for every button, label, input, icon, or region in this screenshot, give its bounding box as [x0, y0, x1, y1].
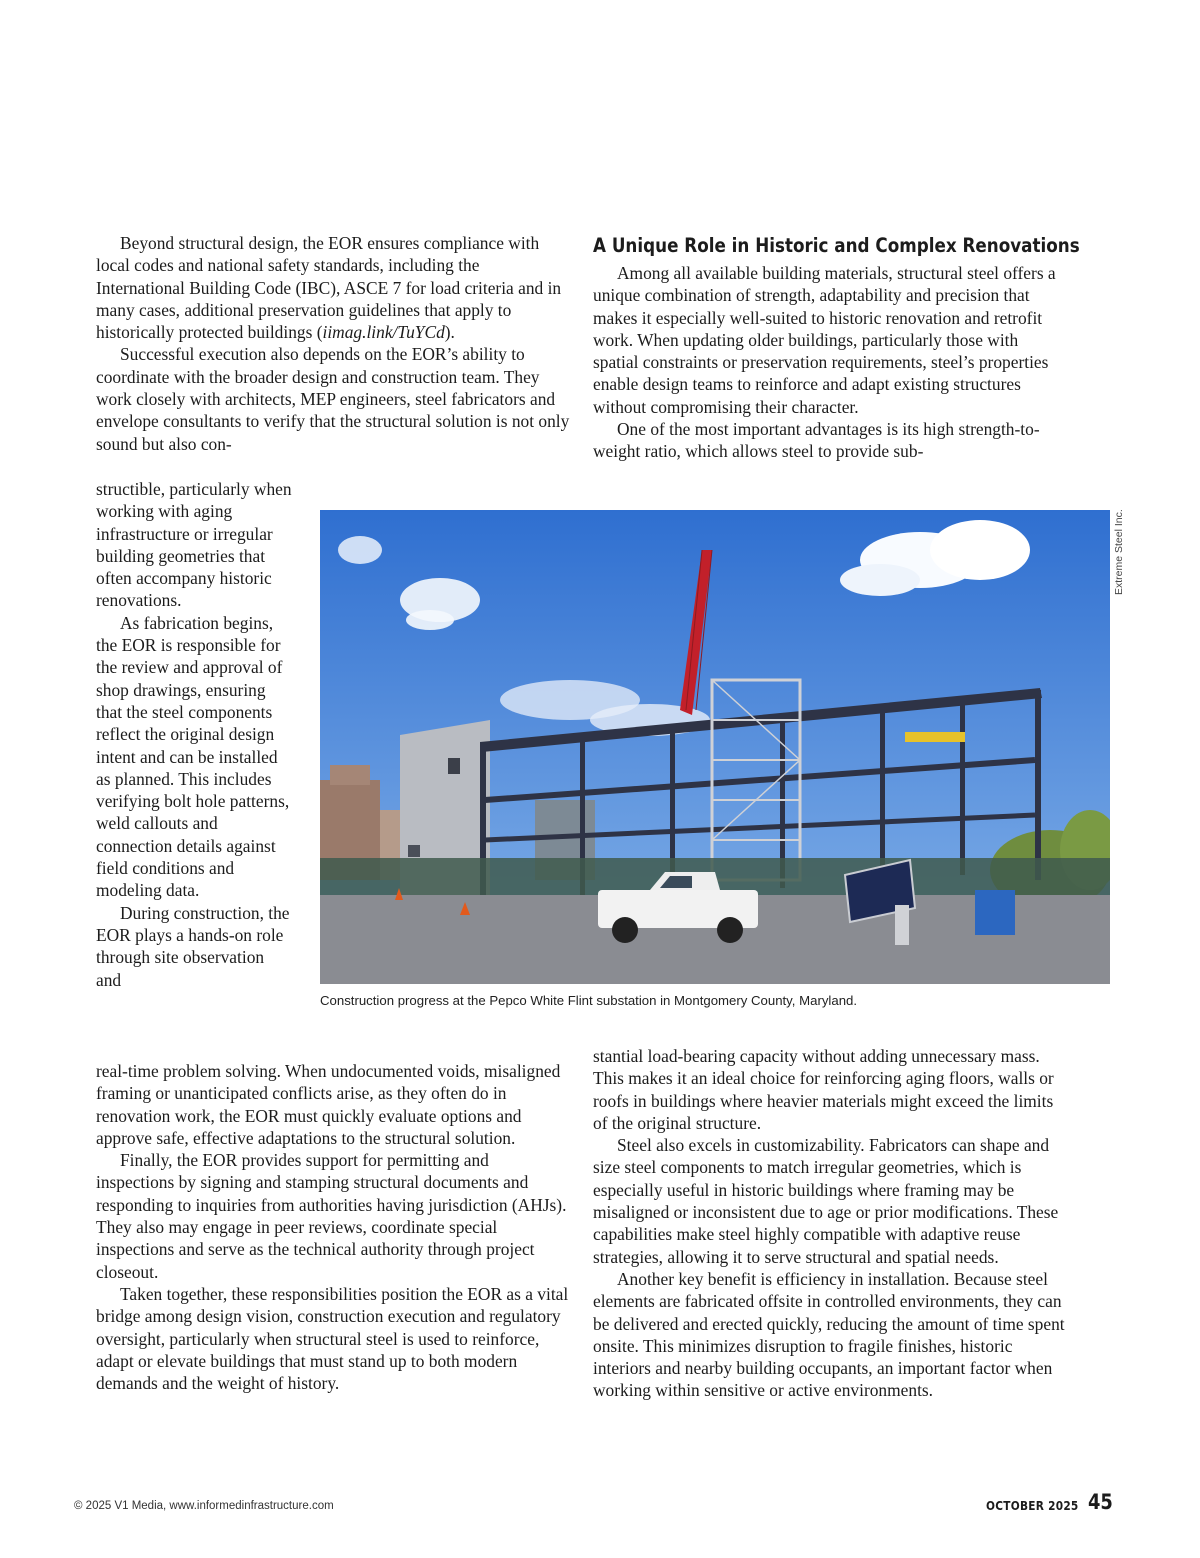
- paragraph: Among all available building materials, structural steel offers a unique combination of strength, adaptability and precision that makes it especially well-suited to historic renovation and retrofit work. When updating older buildings, particularly those with spatial constraints or preservation requirements, steel’s properties enable design teams to reinforce and adapt existing structures without compromising their character.: [593, 263, 1056, 417]
- left-column-top: [96, 232, 570, 455]
- left-column-bottom: [96, 1060, 570, 1394]
- footer-issue-date: OCTOBER 2025: [986, 1499, 1079, 1513]
- paragraph: stantial load-bearing capacity without adding unnecessary mass. This makes it an ideal choice for reinforcing aging floors, walls or roofs in buildings where heavier materials might exceed the limits of the original structure.: [593, 1046, 1054, 1133]
- page-number: 45: [1088, 1490, 1113, 1514]
- paragraph: structible, particularly when working with aging infrastructure or irregular building geometries that often accompany historic renovations.: [96, 479, 292, 611]
- paragraph: During construction, the EOR plays a hands-on role through site observation and: [96, 902, 290, 990]
- reference-link[interactable]: iimag.link/TuYCd: [322, 322, 445, 343]
- paragraph: real-time problem solving. When undocumented voids, misaligned framing or unanticipated conflicts arise, as they often do in renovation work, the EOR must quickly evaluate options and approve safe, effective adaptations to the structural solution.: [96, 1061, 561, 1148]
- paragraph: Finally, the EOR provides support for permitting and inspections by signing and stamping structural documents and responding to inquiries from authorities having jurisdiction (AHJs). They also may engage in peer reviews, coordinate special inspections and serve as the technical authority through project closeout.: [96, 1150, 567, 1282]
- paragraph: Taken together, these responsibilities position the EOR as a vital bridge among design vision, construction execution and regulatory oversight, particularly when structural steel is used to reinforce, adapt or elevate buildings that must stand up to both modern demands and the weight of history.: [96, 1283, 569, 1394]
- section-heading: A Unique Role in Historic and Complex Renovations: [593, 234, 1080, 257]
- paragraph: One of the most important advantages is its high strength-to-weight ratio, which allows steel to provide sub-: [593, 419, 1040, 462]
- right-column-bottom: [593, 1045, 1067, 1402]
- paragraph: Steel also excels in customizability. Fabricators can shape and size steel components to match irregular geometries, which is especially useful in historic buildings where framing may be misaligned or inconsistent due to age or prior modifications. These capabilities make steel highly compatible with adaptive reuse strategies, allowing it to serve structural and spatial needs.: [593, 1135, 1059, 1267]
- paragraph: Successful execution also depends on the EOR’s ability to coordinate with the broader design and construction team. They work closely with architects, MEP engineers, steel fabricators and envelope consultants to verify that the structural solution is not only sound but also con-: [96, 344, 570, 454]
- left-column-narrow: [96, 478, 292, 991]
- right-column-top: [593, 262, 1067, 463]
- construction-photo: [320, 510, 1110, 984]
- paragraph: Another key benefit is efficiency in installation. Because steel elements are fabricated offsite in controlled environments, they can be delivered and erected quickly, reducing the amount of time spent onsite. This minimizes disruption to fragile finishes, historic interiors and nearby building occupants, an important factor when working within sensitive or active environments.: [593, 1268, 1065, 1401]
- footer-copyright: © 2025 V1 Media, www.informedinfrastructure.com: [74, 1500, 334, 1512]
- paragraph: As fabrication begins, the EOR is responsible for the review and approval of shop drawings, ensuring that the steel components reflect the original design intent and can be installed as planned. This includes verifying bolt hole patterns, weld callouts and connection details against field conditions and modeling data.: [96, 612, 290, 901]
- paragraph: Beyond structural design, the EOR ensures compliance with local codes and national safety standards, including the International Building Code (IBC), ASCE 7 for load criteria and in many cases, additional preservation guidelines that apply to historically protected buildings (iimag.link/TuYCd).: [96, 233, 562, 343]
- photo-caption: Construction progress at the Pepco White Flint substation in Montgomery County, Maryland.: [320, 993, 858, 1008]
- photo-credit: Extreme Steel Inc.: [1113, 509, 1125, 595]
